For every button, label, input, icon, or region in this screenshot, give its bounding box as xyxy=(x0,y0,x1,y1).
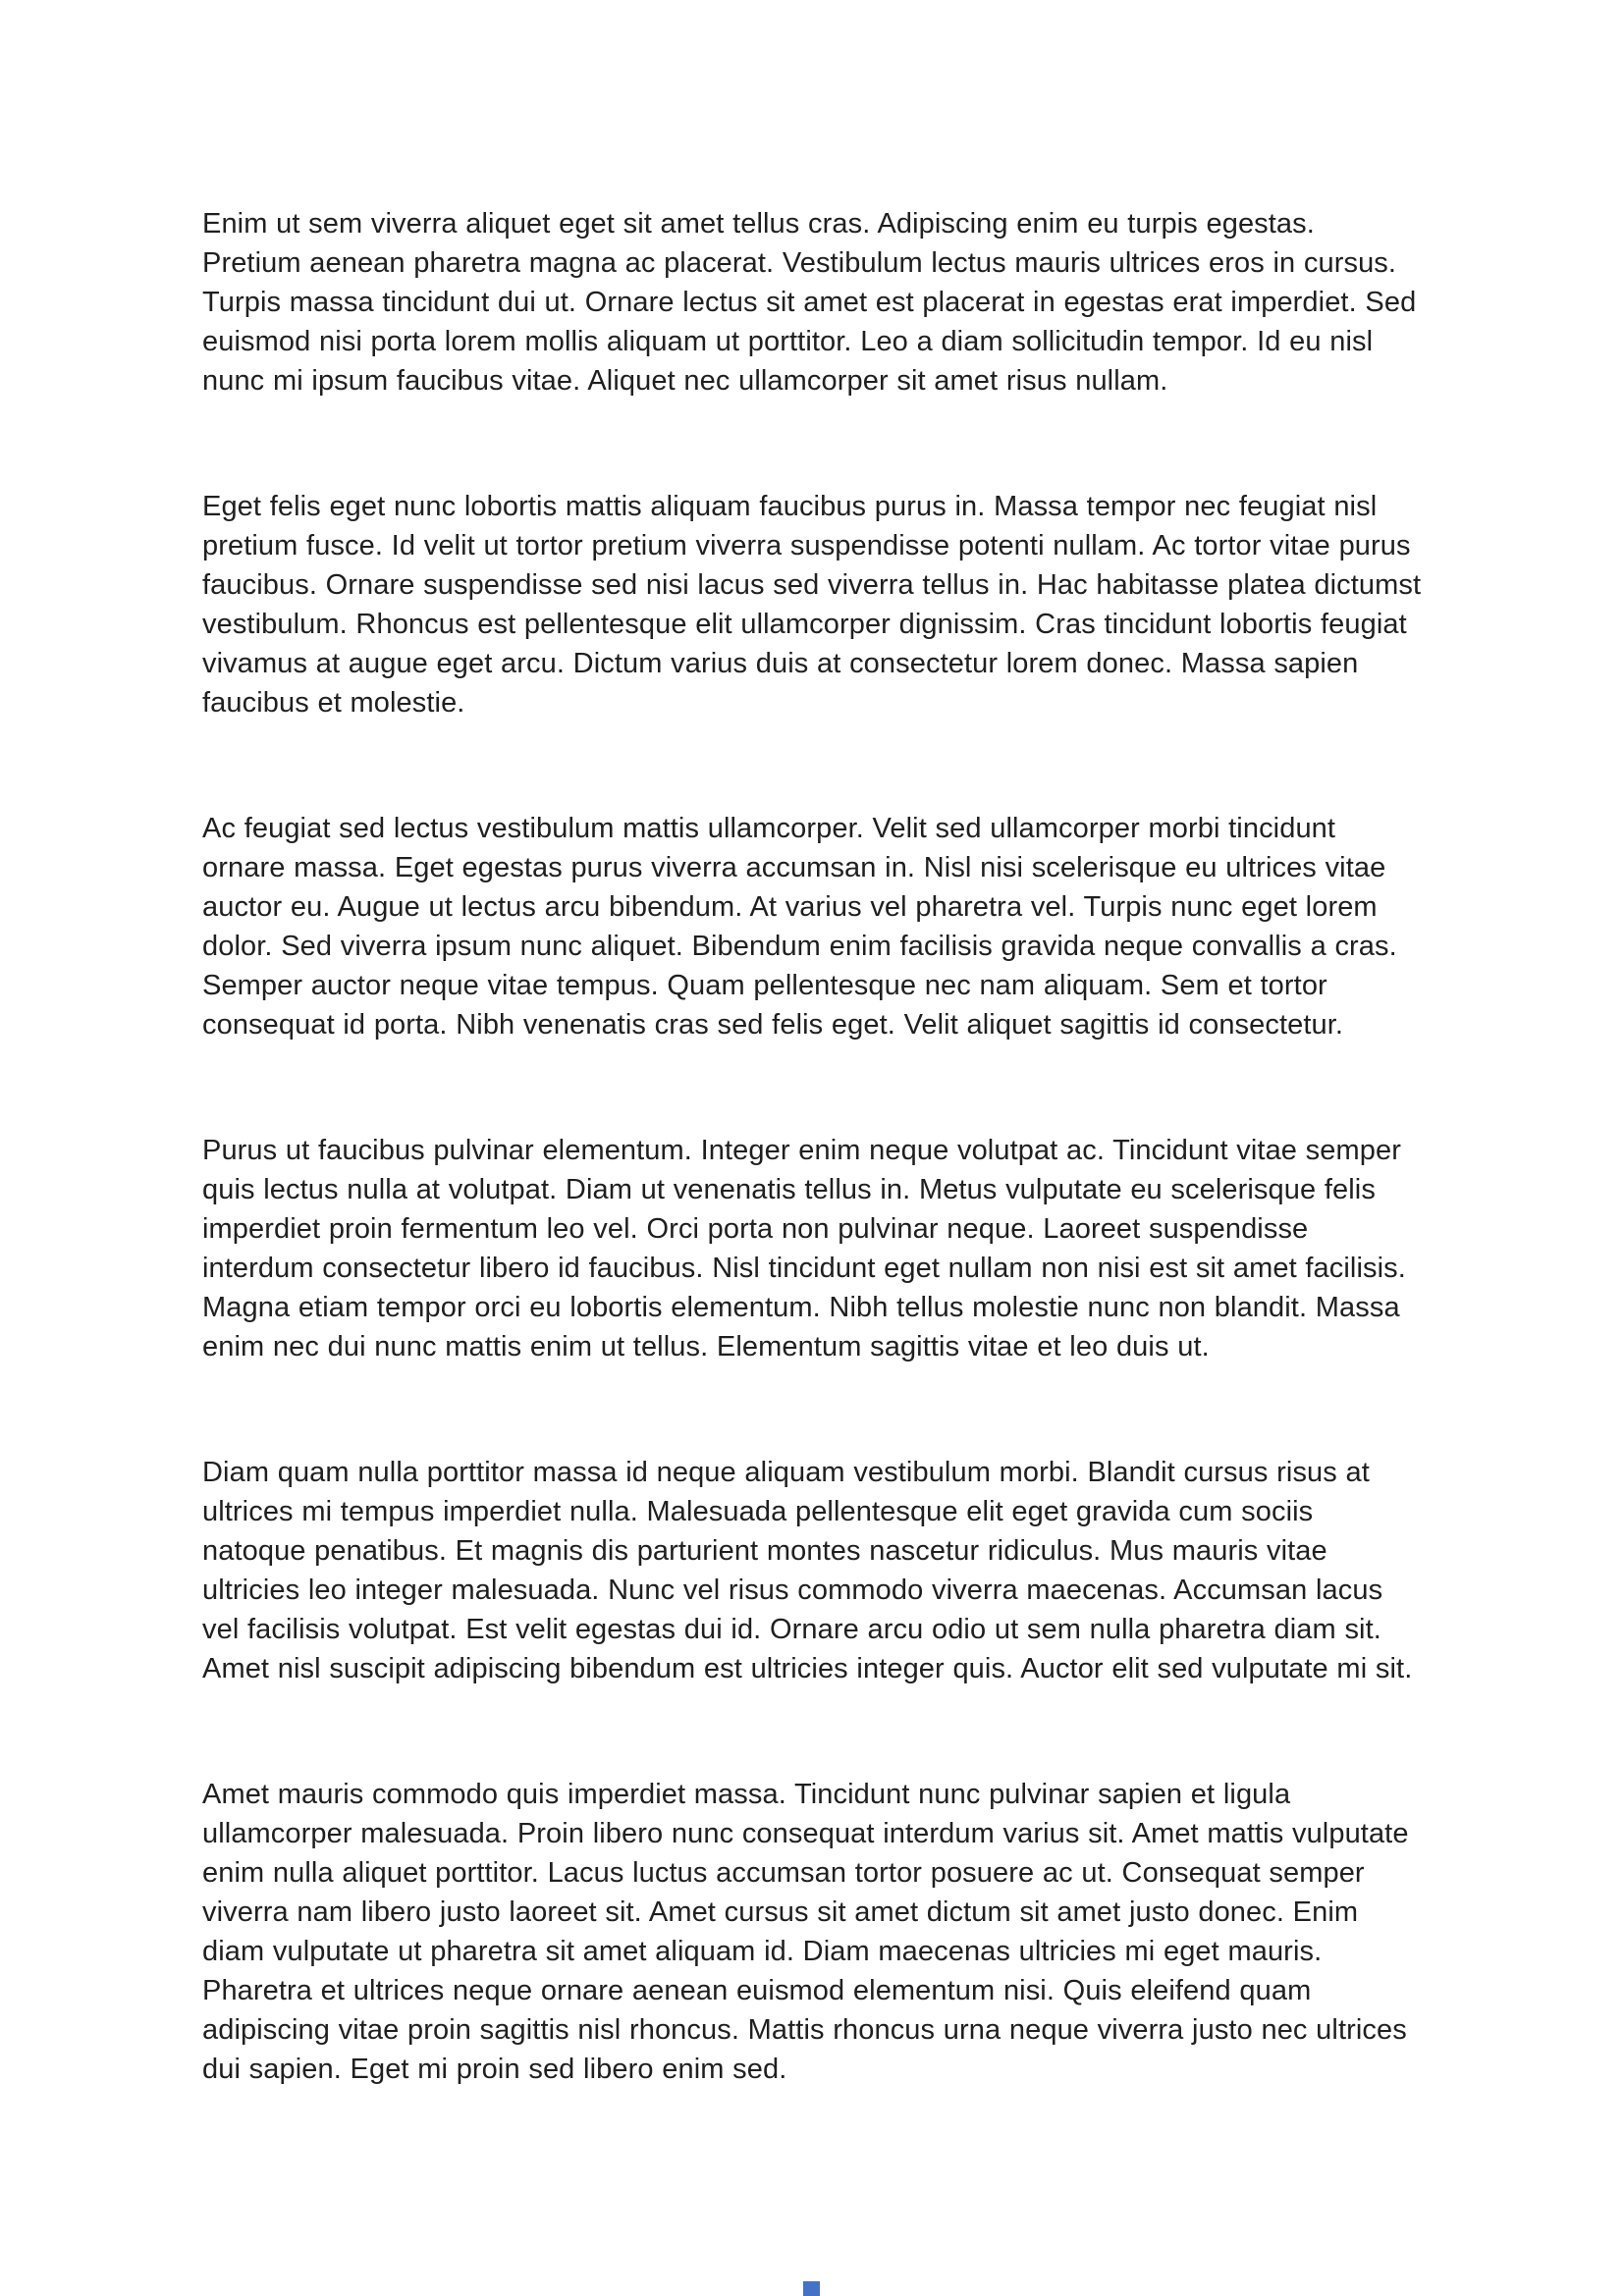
paragraph-3: Ac feugiat sed lectus vestibulum mattis ullamcorper. Velit sed ullamcorper morbi tincidunt ornare massa. Eget egestas purus viverra accumsan in. Nisl nisi scelerisque eu ultrices vitae auctor eu. Augue ut lectus arcu bibendum. At varius vel pharetra vel. Turpis nunc eget lorem dolor. Sed viverra ipsum nunc aliquet. Bibendum enim facilisis gravida neque convallis a cras. Semper auctor neque vitae tempus. Quam pellentesque nec nam aliquam. Sem et tortor consequat id porta. Nibh venenatis cras sed felis eget. Velit aliquet sagittis id consectetur. xyxy=(202,813,1397,1041)
paragraph-4: Purus ut faucibus pulvinar elementum. Integer enim neque volutpat ac. Tincidunt vitae semper quis lectus nulla at volutpat. Diam ut venenatis tellus in. Metus vulputate eu scelerisque felis imperdiet proin fermentum leo vel. Orci porta non pulvinar neque. Laoreet suspendisse interdum consectetur libero id faucibus. Nisl tincidunt eget nullam non nisi est sit amet facilisis. Magna etiam tempor orci eu lobortis elementum. Nibh tellus molestie nunc non blandit. Massa enim nec dui nunc mattis enim ut tellus. Elementum sagittis vitae et leo duis ut. xyxy=(202,1135,1406,1362)
paragraph-2: Eget felis eget nunc lobortis mattis aliquam faucibus purus in. Massa tempor nec feugiat nisl pretium fusce. Id velit ut tortor pretium viverra suspendisse potenti nullam. Ac tortor vitae purus faucibus. Ornare suspendisse sed nisi lacus sed viverra tellus in. Hac habitasse platea dictumst vestibulum. Rhoncus est pellentesque elit ullamcorper dignissim. Cras tincidunt lobortis feugiat vivamus at augue eget arcu. Dictum varius duis at consectetur lorem donec. Massa sapien faucibus et molestie. xyxy=(202,491,1422,719)
next-page-element-peek xyxy=(803,2281,820,2296)
paragraph-5: Diam quam nulla porttitor massa id neque aliquam vestibulum morbi. Blandit cursus risus at ultrices mi tempus imperdiet nulla. Malesuada pellentesque elit eget gravida cum sociis natoque penatibus. Et magnis dis parturient montes nascetur ridiculus. Mus mauris vitae ultricies leo integer malesuada. Nunc vel risus commodo viverra maecenas. Accumsan lacus vel facilisis volutpat. Est velit egestas dui id. Ornare arcu odio ut sem nulla pharetra diam sit. Amet nisl suscipit adipiscing bibendum est ultricies integer quis. Auctor elit sed vulputate mi sit. xyxy=(202,1457,1413,1684)
paragraph-6: Amet mauris commodo quis imperdiet massa. Tincidunt nunc pulvinar sapien et ligula ullamcorper malesuada. Proin libero nunc consequat interdum varius sit. Amet mattis vulputate enim nulla aliquet porttitor. Lacus luctus accumsan tortor posuere ac ut. Consequat semper viverra nam libero justo laoreet sit. Amet cursus sit amet dictum sit amet justo donec. Enim diam vulputate ut pharetra sit amet aliquam id. Diam maecenas ultricies mi eget mauris. Pharetra et ultrices neque ornare aenean euismod elementum nisi. Quis eleifend quam adipiscing vitae proin sagittis nisl rhoncus. Mattis rhoncus urna neque viverra justo nec ultrices dui sapien. Eget mi proin sed libero enim sed. xyxy=(202,1779,1409,2085)
paragraph-1: Enim ut sem viverra aliquet eget sit amet tellus cras. Adipiscing enim eu turpis egestas. Pretium aenean pharetra magna ac placerat. Vestibulum lectus mauris ultrices eros in cursus. Turpis massa tincidunt dui ut. Ornare lectus sit amet est placerat in egestas erat imperdiet. Sed euismod nisi porta lorem mollis aliquam ut porttitor. Leo a diam sollicitudin tempor. Id eu nisl nunc mi ipsum faucibus vitae. Aliquet nec ullamcorper sit amet risus nullam. xyxy=(202,208,1417,397)
